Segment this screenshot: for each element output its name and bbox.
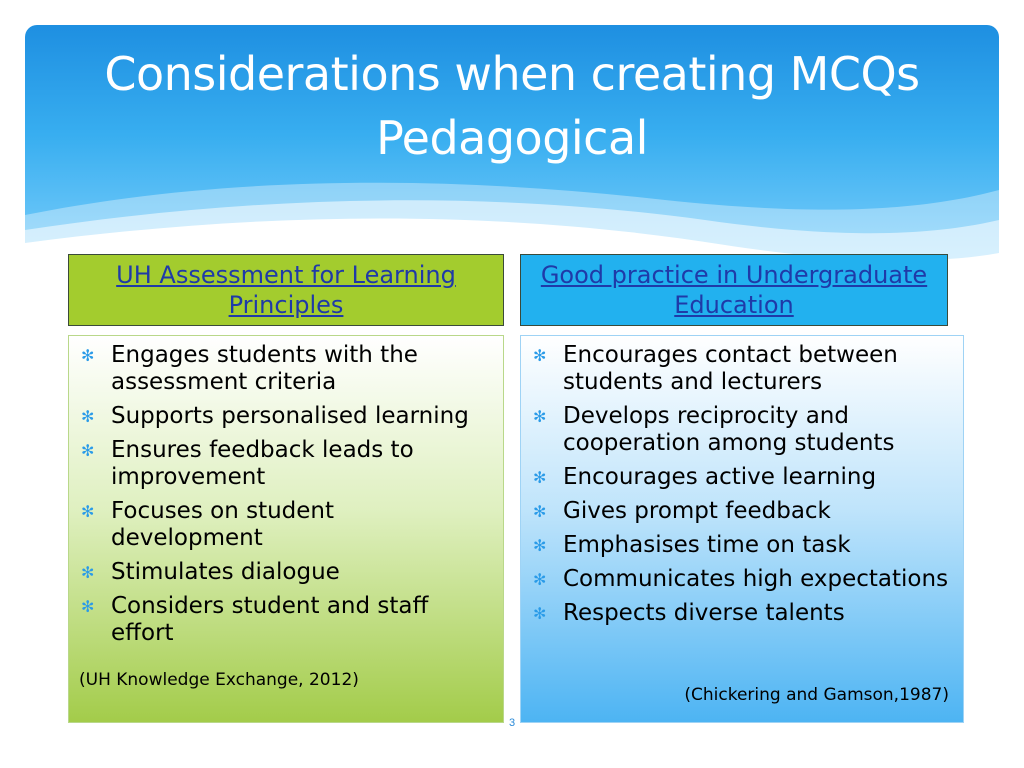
list-item	[79, 593, 493, 647]
page-number: 3	[508, 717, 516, 729]
asterisk-bullet-icon: ✻	[81, 346, 95, 365]
list-item	[79, 342, 493, 396]
list-item-text: Communicates high expectations	[563, 566, 949, 592]
right-content-panel	[520, 335, 964, 723]
list-item	[79, 498, 493, 552]
list-item	[79, 559, 493, 586]
left-bullet-list	[79, 342, 493, 647]
list-item	[531, 342, 953, 396]
left-heading-link[interactable]: UH Assessment for Learning Principles	[116, 261, 456, 319]
asterisk-bullet-icon: ✻	[533, 570, 547, 589]
asterisk-bullet-icon: ✻	[533, 502, 547, 521]
list-item-text: Encourages contact between students and lecturers	[563, 342, 898, 395]
asterisk-bullet-icon: ✻	[533, 346, 547, 365]
list-item-text: Ensures feedback leads to improvement	[111, 437, 414, 490]
list-item	[531, 464, 953, 491]
list-item-text: Emphasises time on task	[563, 532, 851, 558]
list-item	[531, 498, 953, 525]
list-item-text: Gives prompt feedback	[563, 498, 831, 524]
title-line-1: Considerations when creating MCQs	[104, 47, 920, 101]
list-item	[79, 403, 493, 430]
list-item-text: Engages students with the assessment criteria	[111, 342, 418, 395]
right-citation: (Chickering and Gamson,1987)	[684, 685, 949, 705]
list-item-text: Supports personalised learning	[111, 403, 469, 429]
right-bullet-list	[531, 342, 953, 627]
list-item	[531, 600, 953, 627]
list-item-text: Encourages active learning	[563, 464, 877, 490]
title-line-2: Pedagogical	[376, 111, 648, 165]
list-item-text: Stimulates dialogue	[111, 559, 340, 585]
list-item	[531, 403, 953, 457]
list-item-text: Develops reciprocity and cooperation among students	[563, 403, 895, 456]
asterisk-bullet-icon: ✻	[81, 441, 95, 460]
left-content-panel	[68, 335, 504, 723]
right-heading-link[interactable]: Good practice in Undergraduate Education	[540, 261, 928, 319]
asterisk-bullet-icon: ✻	[81, 597, 95, 616]
asterisk-bullet-icon: ✻	[533, 468, 547, 487]
list-item	[79, 437, 493, 491]
asterisk-bullet-icon: ✻	[533, 407, 547, 426]
asterisk-bullet-icon: ✻	[81, 407, 95, 426]
asterisk-bullet-icon: ✻	[533, 604, 547, 623]
left-citation: (UH Knowledge Exchange, 2012)	[79, 670, 359, 690]
list-item	[531, 566, 953, 593]
asterisk-bullet-icon: ✻	[81, 502, 95, 521]
asterisk-bullet-icon: ✻	[533, 536, 547, 555]
right-column-heading[interactable]	[520, 254, 948, 326]
list-item-text: Focuses on student development	[111, 498, 335, 551]
slide-title	[25, 42, 999, 170]
list-item-text: Respects diverse talents	[563, 600, 845, 626]
left-column-heading[interactable]	[68, 254, 504, 326]
list-item	[531, 532, 953, 559]
asterisk-bullet-icon: ✻	[81, 563, 95, 582]
list-item-text: Considers student and staff effort	[111, 593, 429, 646]
